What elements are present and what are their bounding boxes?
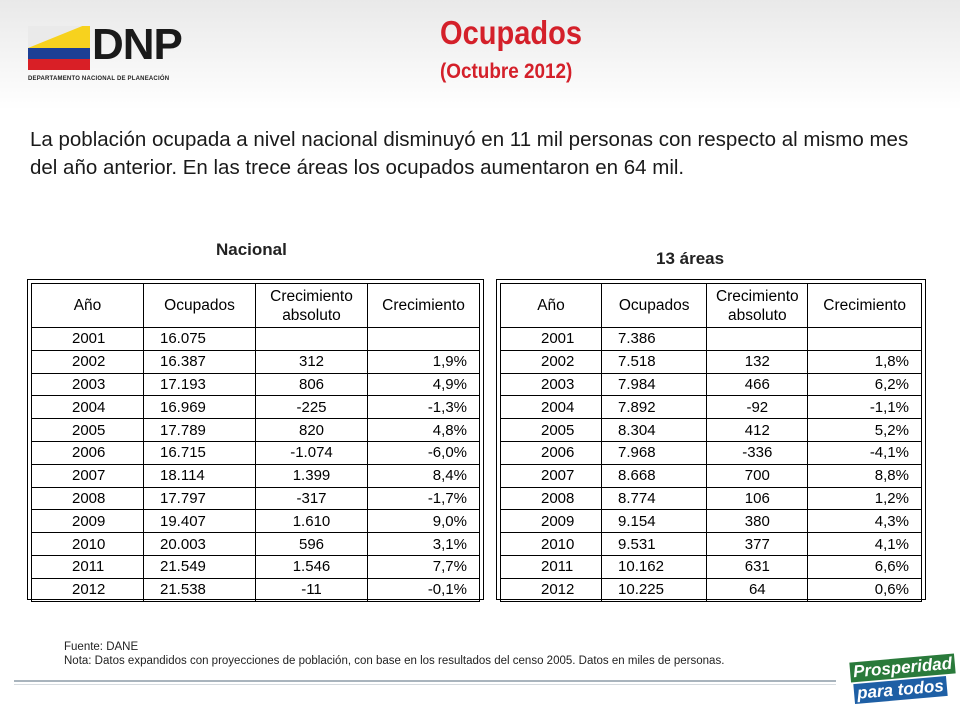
- table-cell: 1.399: [256, 464, 368, 487]
- table-row: [32, 373, 480, 396]
- table-cell: 17.193: [144, 373, 256, 396]
- table-cell: 1,2%: [808, 487, 922, 510]
- table-row: [501, 396, 922, 419]
- table-cell: 7.984: [602, 373, 707, 396]
- table-cell: -1,1%: [808, 396, 922, 419]
- table-cell: 21.538: [144, 578, 256, 601]
- table-cell: 466: [707, 373, 808, 396]
- table-13-areas: [496, 279, 926, 600]
- table-cell: 2001: [32, 328, 144, 351]
- table-cell: 18.114: [144, 464, 256, 487]
- page-title: Ocupados: [440, 14, 582, 51]
- table-cell: 2010: [501, 533, 602, 556]
- data-table: [31, 283, 480, 602]
- table-row: [501, 555, 922, 578]
- table-cell: 8.304: [602, 419, 707, 442]
- table-cell: 2001: [501, 328, 602, 351]
- table-cell: [707, 328, 808, 351]
- table-cell: -336: [707, 441, 808, 464]
- table-row: [501, 373, 922, 396]
- footer-divider-shadow: [14, 684, 836, 685]
- table-cell: 1.610: [256, 510, 368, 533]
- table-cell: 16.387: [144, 350, 256, 373]
- footer-note: Nota: Datos expandidos con proyecciones de población, con base en los resultados del censo 2005. Datos en miles de personas.: [64, 655, 725, 667]
- table-row: [32, 328, 480, 351]
- brand-line-1: Prosperidad: [849, 653, 956, 682]
- table-cell: 106: [707, 487, 808, 510]
- table-cell: -0,1%: [368, 578, 480, 601]
- table-cell: 412: [707, 419, 808, 442]
- table-cell: -1.074: [256, 441, 368, 464]
- table-header-row: [32, 284, 480, 328]
- table-cell: 132: [707, 350, 808, 373]
- table-cell: 6,2%: [808, 373, 922, 396]
- table-cell: 7,7%: [368, 555, 480, 578]
- table-row: [501, 419, 922, 442]
- table-cell: 4,9%: [368, 373, 480, 396]
- table-cell: 10.225: [602, 578, 707, 601]
- colombia-flag-icon: [28, 26, 90, 70]
- table-cell: -1,7%: [368, 487, 480, 510]
- table-cell: 8,8%: [808, 464, 922, 487]
- table-cell: 806: [256, 373, 368, 396]
- table-row: [32, 350, 480, 373]
- table-row: [32, 441, 480, 464]
- page-subtitle: (Octubre 2012): [440, 60, 573, 83]
- table-row: [501, 441, 922, 464]
- table-cell: 2005: [501, 419, 602, 442]
- table-cell: -11: [256, 578, 368, 601]
- table-cell: 9,0%: [368, 510, 480, 533]
- table-cell: 17.789: [144, 419, 256, 442]
- table-cell: 2012: [501, 578, 602, 601]
- column-header: Crecimiento: [368, 284, 480, 328]
- table-cell: [368, 328, 480, 351]
- table-cell: 2006: [32, 441, 144, 464]
- table-cell: 2004: [32, 396, 144, 419]
- table-nacional: [27, 279, 484, 600]
- column-header: Año: [501, 284, 602, 328]
- table-cell: 4,3%: [808, 510, 922, 533]
- table-cell: 16.075: [144, 328, 256, 351]
- table-cell: 631: [707, 555, 808, 578]
- table-cell: 17.797: [144, 487, 256, 510]
- table-row: [501, 533, 922, 556]
- table-cell: -6,0%: [368, 441, 480, 464]
- table-cell: 2003: [501, 373, 602, 396]
- table-cell: 10.162: [602, 555, 707, 578]
- table-cell: 64: [707, 578, 808, 601]
- table-row: [501, 350, 922, 373]
- table-cell: 8.774: [602, 487, 707, 510]
- table-cell: 7.518: [602, 350, 707, 373]
- data-table: [500, 283, 922, 602]
- table-cell: 377: [707, 533, 808, 556]
- prosperidad-logo: [846, 653, 953, 704]
- column-header: Crecimiento absoluto: [707, 284, 808, 328]
- table-cell: 5,2%: [808, 419, 922, 442]
- table-cell: 21.549: [144, 555, 256, 578]
- column-header: Año: [32, 284, 144, 328]
- column-header: Crecimiento: [808, 284, 922, 328]
- table-cell: [808, 328, 922, 351]
- footer-divider: [14, 680, 836, 682]
- footer-source: Fuente: DANE: [64, 641, 139, 653]
- table-cell: 2007: [501, 464, 602, 487]
- table-row: [32, 510, 480, 533]
- table-cell: 700: [707, 464, 808, 487]
- column-header: Ocupados: [144, 284, 256, 328]
- table-cell: 2009: [501, 510, 602, 533]
- table-header-row: [501, 284, 922, 328]
- table-cell: [256, 328, 368, 351]
- table-cell: 3,1%: [368, 533, 480, 556]
- table-cell: 6,6%: [808, 555, 922, 578]
- column-header: Ocupados: [602, 284, 707, 328]
- table-cell: 2012: [32, 578, 144, 601]
- intro-paragraph: La población ocupada a nivel nacional disminuyó en 11 mil personas con respecto al mismo mes del año anterior. En las trece áreas los ocupados aumentaron en 64 mil.: [30, 128, 909, 179]
- dnp-logo: [28, 20, 188, 82]
- table-cell: -4,1%: [808, 441, 922, 464]
- logo-subtitle: DEPARTAMENTO NACIONAL DE PLANEACIÓN: [28, 76, 170, 82]
- table-cell: 2008: [501, 487, 602, 510]
- table-cell: 2011: [501, 555, 602, 578]
- table-cell: 7.386: [602, 328, 707, 351]
- column-header: Crecimiento absoluto: [256, 284, 368, 328]
- table-cell: 2008: [32, 487, 144, 510]
- table-cell: -225: [256, 396, 368, 419]
- logo-text: DNP: [92, 20, 182, 69]
- table-caption-nacional: Nacional: [216, 240, 287, 259]
- table-cell: 312: [256, 350, 368, 373]
- table-caption-13-areas: 13 áreas: [656, 249, 725, 268]
- brand-line-2: para todos: [853, 676, 947, 704]
- table-cell: -317: [256, 487, 368, 510]
- table-cell: 1.546: [256, 555, 368, 578]
- table-row: [32, 533, 480, 556]
- table-row: [32, 396, 480, 419]
- table-cell: 820: [256, 419, 368, 442]
- table-cell: 2006: [501, 441, 602, 464]
- table-row: [32, 555, 480, 578]
- table-cell: 2002: [32, 350, 144, 373]
- table-cell: 2011: [32, 555, 144, 578]
- table-row: [501, 510, 922, 533]
- table-cell: -92: [707, 396, 808, 419]
- table-cell: 0,6%: [808, 578, 922, 601]
- table-cell: 8.668: [602, 464, 707, 487]
- table-cell: 2005: [32, 419, 144, 442]
- table-cell: 2004: [501, 396, 602, 419]
- table-cell: 4,8%: [368, 419, 480, 442]
- table-row: [501, 487, 922, 510]
- table-cell: 8,4%: [368, 464, 480, 487]
- table-cell: 1,9%: [368, 350, 480, 373]
- table-cell: 2010: [32, 533, 144, 556]
- table-cell: 2003: [32, 373, 144, 396]
- table-row: [501, 464, 922, 487]
- table-cell: 16.969: [144, 396, 256, 419]
- table-cell: 2002: [501, 350, 602, 373]
- table-cell: 596: [256, 533, 368, 556]
- table-cell: 7.968: [602, 441, 707, 464]
- table-row: [32, 487, 480, 510]
- table-cell: 19.407: [144, 510, 256, 533]
- table-row: [501, 578, 922, 601]
- table-cell: 2009: [32, 510, 144, 533]
- table-row: [501, 328, 922, 351]
- table-cell: 380: [707, 510, 808, 533]
- table-cell: 16.715: [144, 441, 256, 464]
- table-cell: 7.892: [602, 396, 707, 419]
- table-cell: 20.003: [144, 533, 256, 556]
- table-row: [32, 464, 480, 487]
- table-cell: 9.531: [602, 533, 707, 556]
- table-cell: 4,1%: [808, 533, 922, 556]
- table-cell: 9.154: [602, 510, 707, 533]
- table-cell: 1,8%: [808, 350, 922, 373]
- table-cell: 2007: [32, 464, 144, 487]
- table-cell: -1,3%: [368, 396, 480, 419]
- table-row: [32, 419, 480, 442]
- table-row: [32, 578, 480, 601]
